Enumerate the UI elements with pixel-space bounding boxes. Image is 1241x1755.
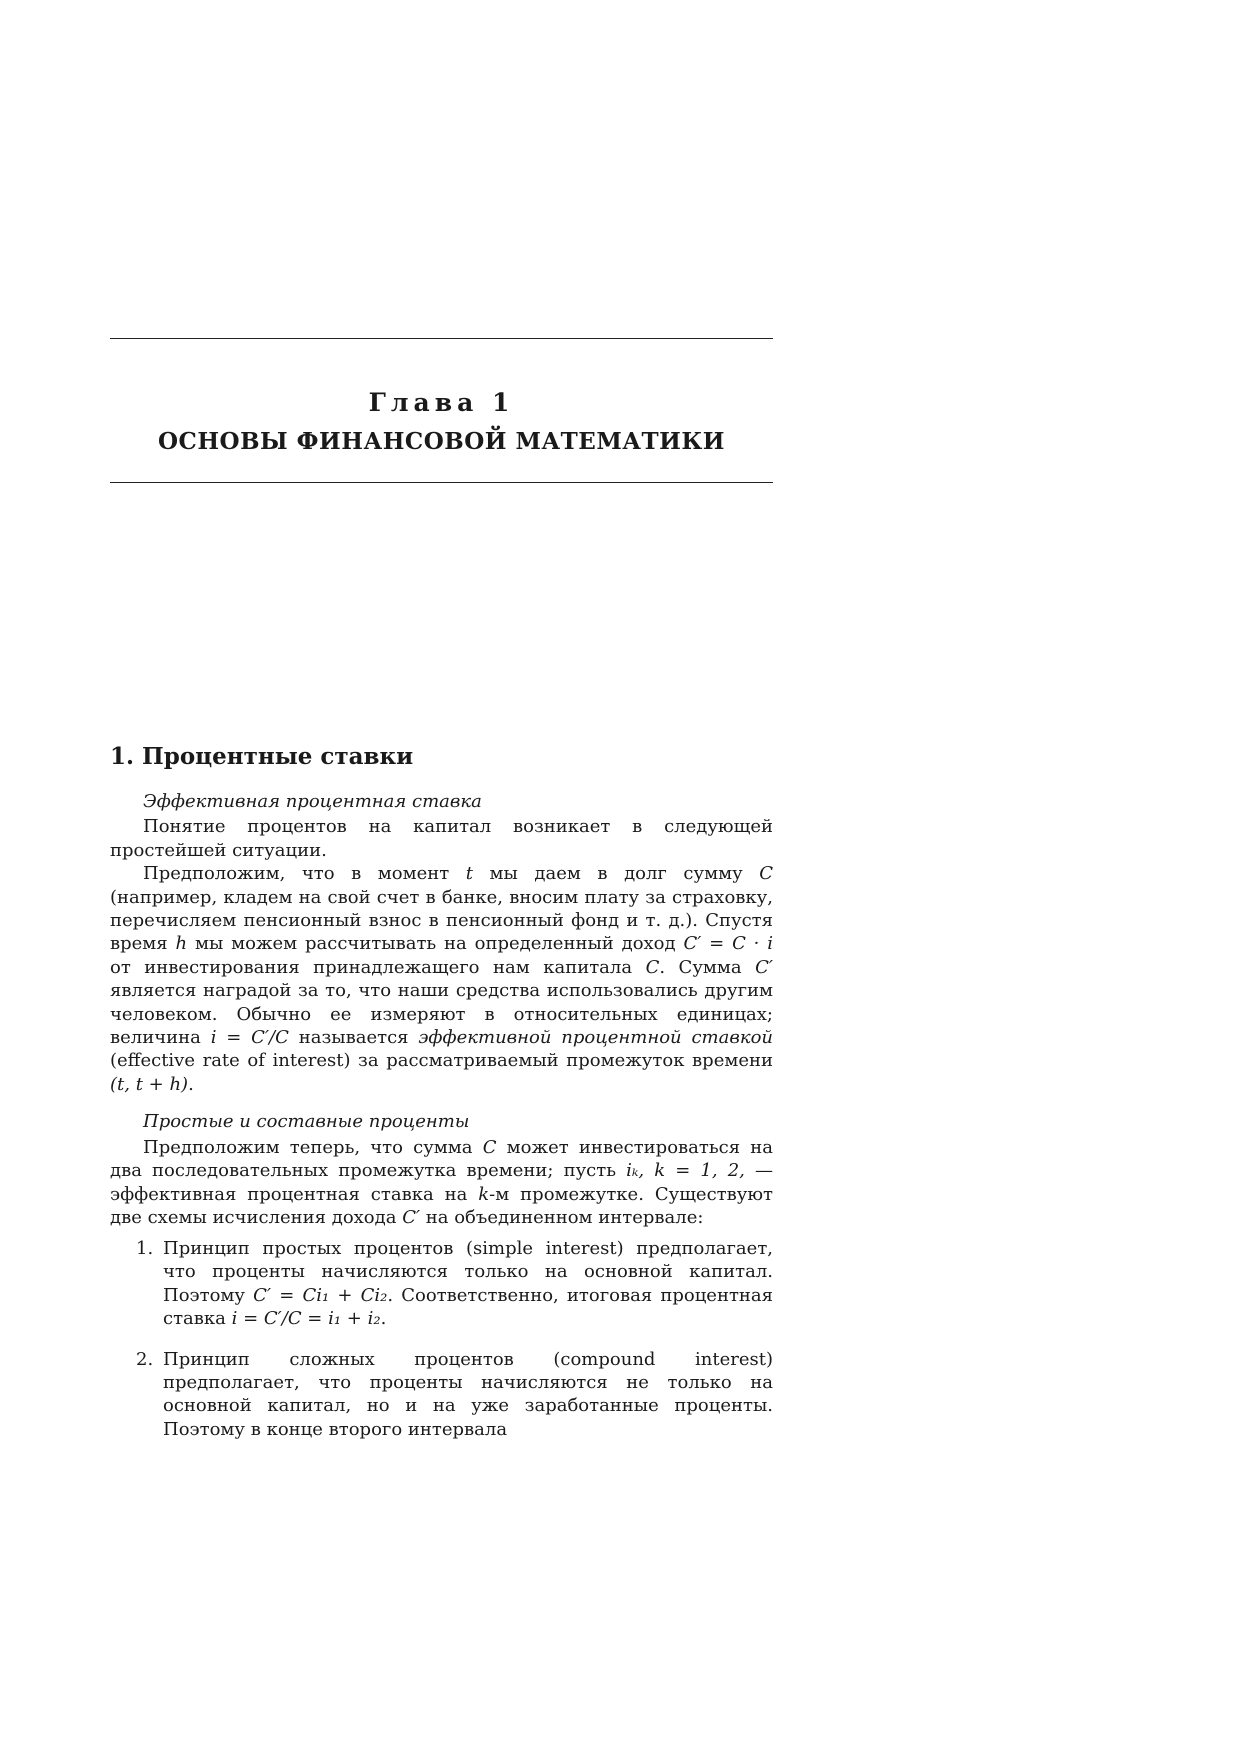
term-effective-rate: эффективной процентной ставкой [418, 1027, 773, 1049]
formula-simple-income: C′ = Ci₁ + Ci₂ [253, 1284, 388, 1306]
section-body [110, 790, 773, 1229]
list-item-simple-interest: 1. Принцип простых процентов (simple interest) предполагает, что проценты начисляются только на основной капитал. Поэтому C′ = Ci₁ + Ci₂. Соответственно, итоговая процентная ставка i = C′/C = i₁ + i₂. [136, 1238, 773, 1330]
formula-ik: iₖ, k = 1, 2, [626, 1160, 745, 1182]
chapter-title: ОСНОВЫ ФИНАНСОВОЙ МАТЕМАТИКИ [157, 428, 726, 455]
list-number: 1. [136, 1238, 154, 1259]
paragraph-concept: Понятие процентов на капитал возникает в следующей простейшей ситуации. [110, 816, 773, 861]
formula-income: C′ = C · i [683, 933, 773, 955]
formula-simple-rate: i = C′/C = i₁ + i₂ [231, 1308, 381, 1330]
formula-rate: i = C′/C [210, 1027, 289, 1049]
top-rule [110, 338, 773, 339]
interest-schemes-list [110, 1237, 773, 1441]
list-number: 2. [136, 1348, 154, 1370]
paragraph-two-intervals: Предположим теперь, что сумма C может инвестироваться на два последовательных промежутка времени; пусть iₖ, k = 1, 2, — эффективная процентная ставка на k-м промежутке. Существуют две схемы исчисления дохода C′ на объединенном интервале: [110, 1136, 773, 1228]
section-title: 1. Процентные ставки [110, 743, 414, 770]
subsection-heading-effective-rate: Эффективная процентная ставка [143, 791, 482, 812]
var-C: C [759, 863, 773, 885]
bottom-rule [110, 482, 773, 483]
var-h: h [175, 933, 188, 955]
chapter-label: Глава 1 [368, 388, 515, 417]
var-t: t [465, 863, 473, 885]
list-item-compound-interest: 2. Принцип сложных процентов (compound interest) предполагает, что проценты начисляются не только на основной капитал, но и на уже заработанные проценты. Поэтому в конце второго интервала [136, 1348, 773, 1440]
subsection-heading-simple-compound: Простые и составные проценты [143, 1111, 470, 1133]
paragraph-suppose: Предположим, что в момент t мы даем в долг сумму C (например, кладем на свой счет в банке, вносим плату за страховку, перечисляем пенсионный взнос в пенсионный фонд и т. д.). Спустя время h мы можем рассчитывать на определенный доход C′ = C · i от инвестирования принадлежащего нам капитала C. Сумма C′ является наградой за то, что наши средства использовались другим человеком. Обычно ее измеряют в относительных единицах; величина i = C′/C называется эффективной процентной ставкой (effective rate of interest) за рассматриваемый промежуток времени (t, t + h). [110, 863, 774, 1095]
formula-interval: (t, t + h) [110, 1073, 189, 1095]
